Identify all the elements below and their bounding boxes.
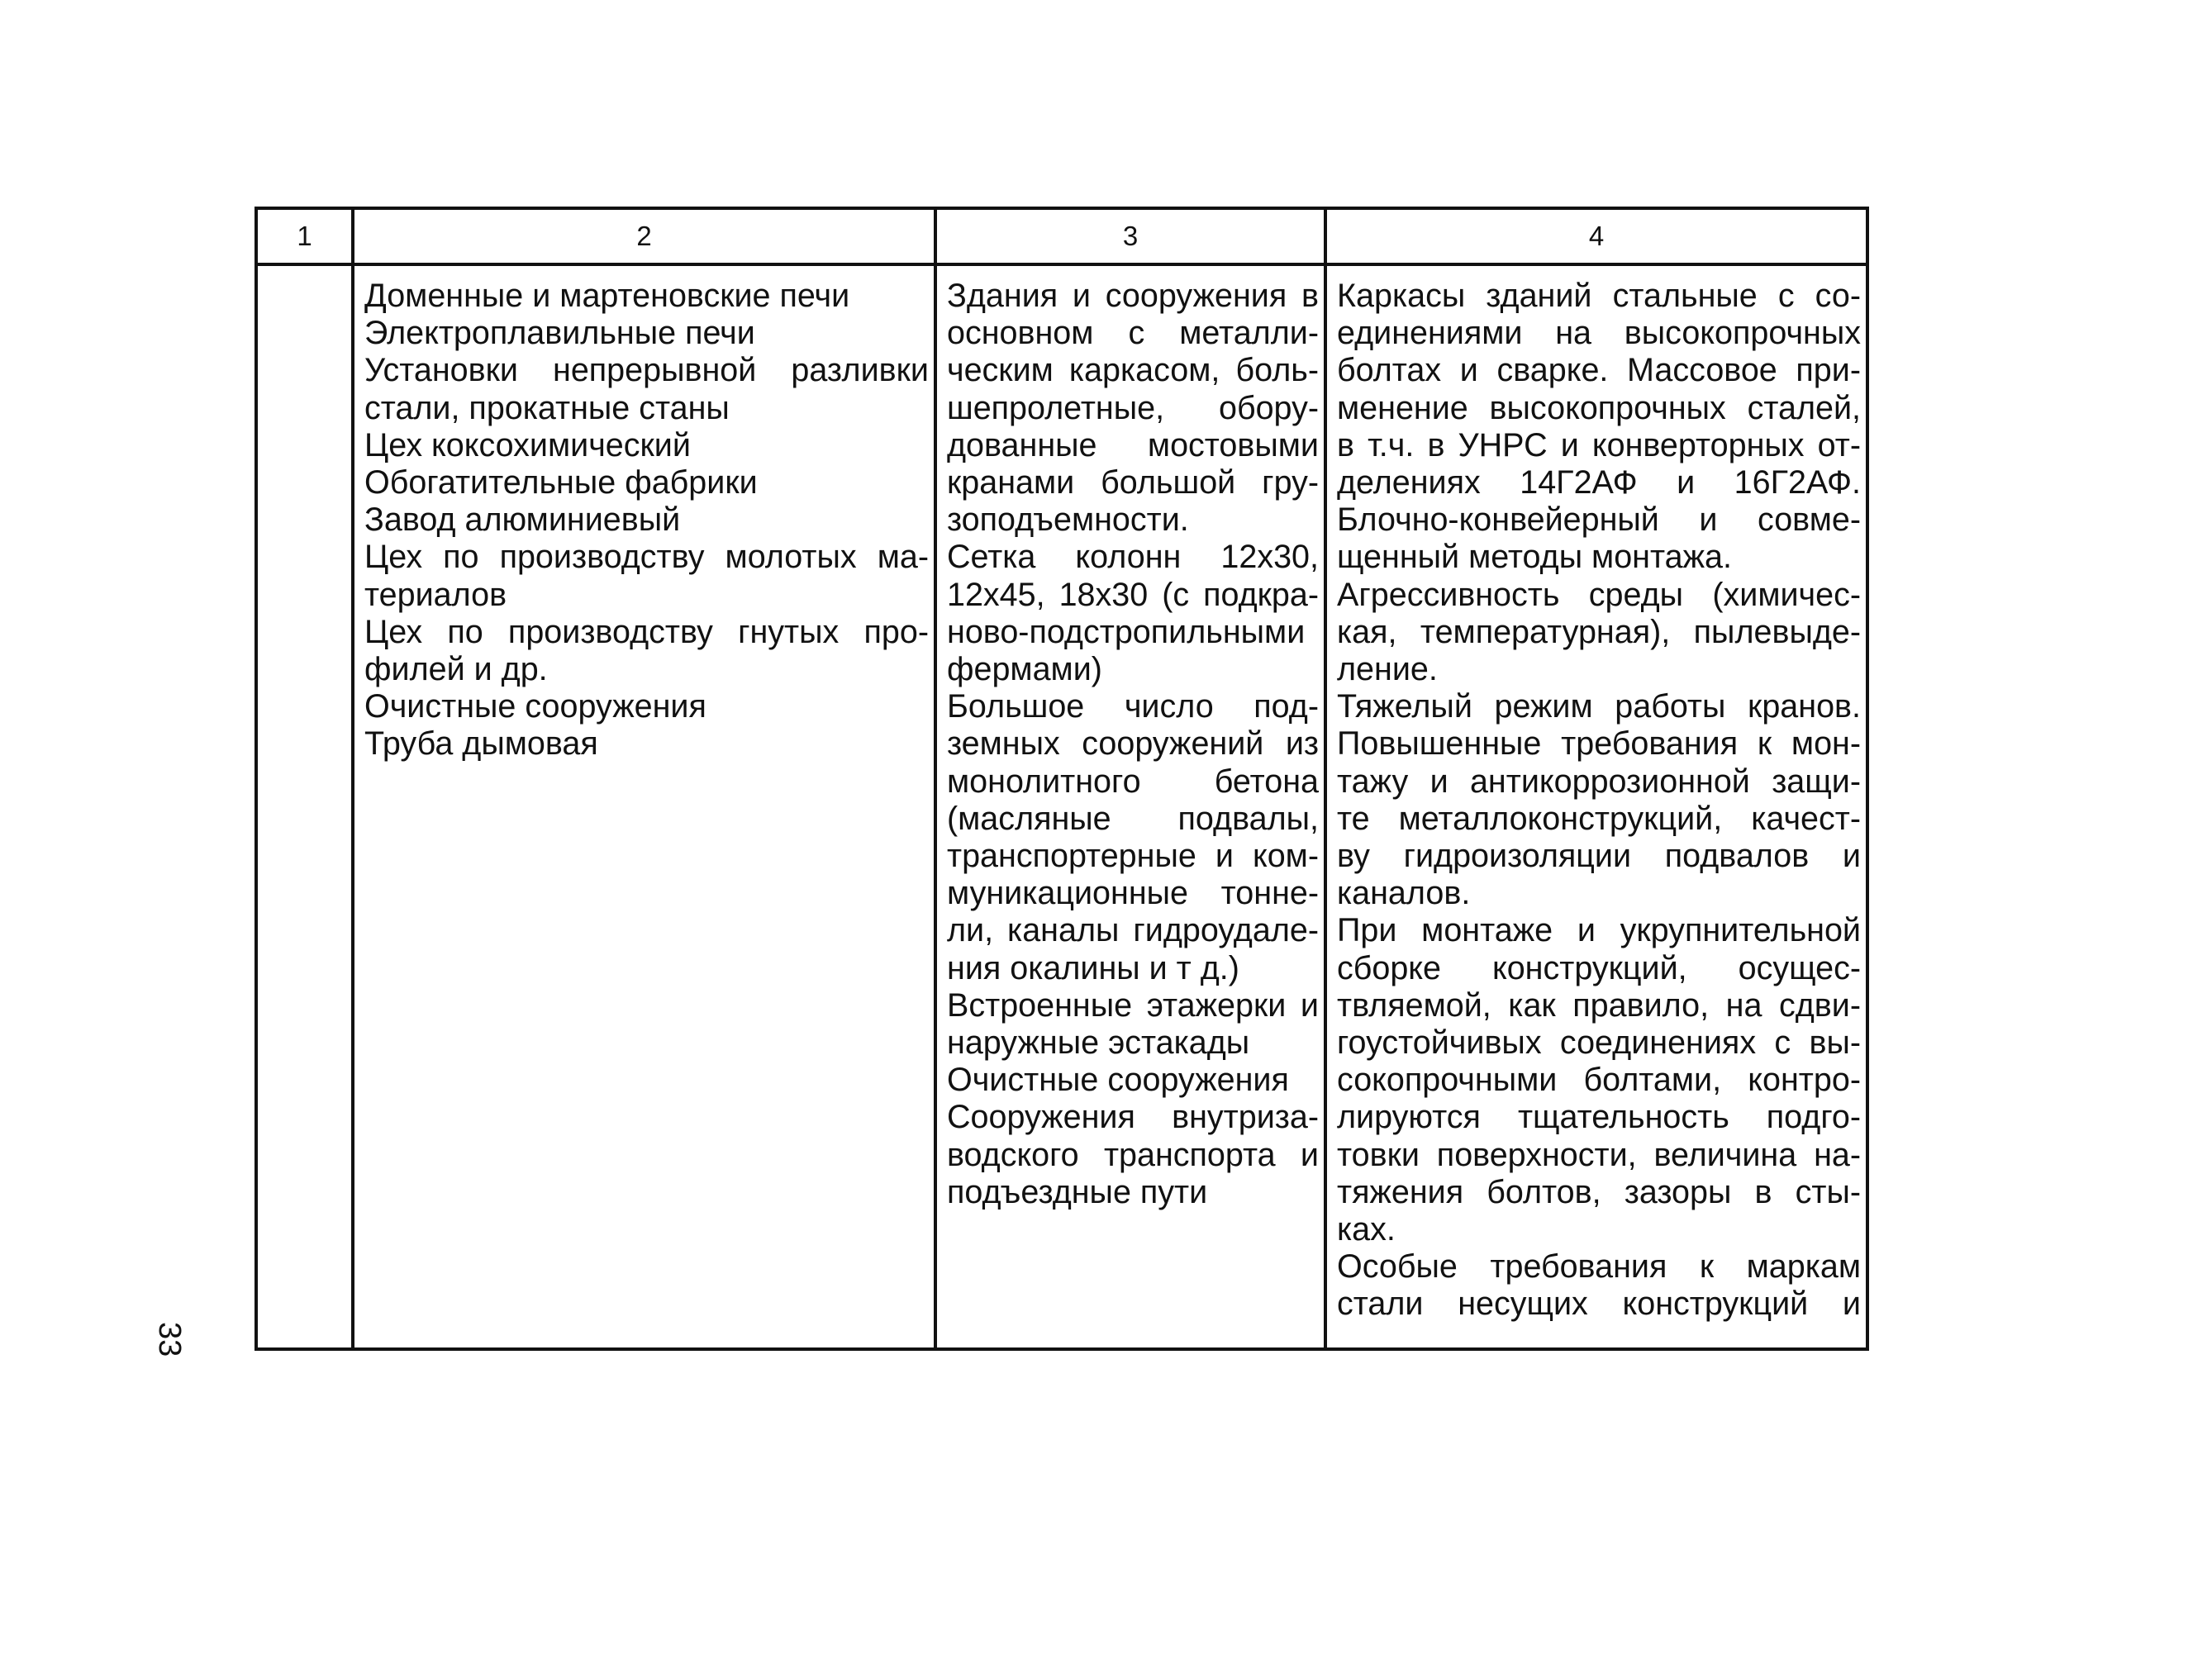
page-number: 33 bbox=[152, 1322, 187, 1357]
requirements-table bbox=[254, 207, 1869, 1351]
text-line: монолитного бетона bbox=[947, 763, 1319, 800]
text-line: 12х45, 18х30 (с подкра- bbox=[947, 576, 1319, 613]
text-line: наружные эстакады bbox=[947, 1024, 1250, 1062]
text-line: твляемой, как правило, на сдви- bbox=[1337, 986, 1861, 1024]
text-line: делениях 14Г2АФ и 16Г2АФ. bbox=[1337, 464, 1861, 501]
text-line: Повышенные требования к мон- bbox=[1337, 725, 1861, 763]
text-line: болтах и сварке. Массовое при- bbox=[1337, 352, 1861, 389]
table-row bbox=[256, 264, 1867, 1349]
text-line: кая, температурная), пылевыде- bbox=[1337, 613, 1861, 650]
cell-col-4-requirements bbox=[1325, 264, 1867, 1349]
text-line: дованные мостовыми bbox=[947, 426, 1319, 463]
cell-col-3-buildings bbox=[935, 264, 1325, 1349]
text-line: каналов. bbox=[1337, 875, 1471, 912]
text-line: Доменные и мартеновские печи bbox=[364, 278, 850, 314]
text-line: Агрессивность среды (химичес- bbox=[1337, 576, 1861, 613]
text-line: щенный методы монтажа. bbox=[1337, 539, 1732, 576]
text-line: сборке конструкций, осущес- bbox=[1337, 949, 1861, 986]
text-line: Установки непрерывной разливки bbox=[364, 352, 929, 389]
cell-col-1 bbox=[256, 264, 353, 1349]
text-line: Обогатительные фабрики bbox=[364, 464, 758, 501]
text-line: (масляные подвалы, bbox=[947, 800, 1319, 837]
text-line: основном с металли- bbox=[947, 315, 1319, 352]
table-header-row bbox=[256, 208, 1867, 264]
text-line: Каркасы зданий стальные с со- bbox=[1337, 278, 1861, 314]
text-line: земных сооружений из bbox=[947, 725, 1319, 763]
text-line: Встроенные этажерки и bbox=[947, 986, 1319, 1024]
text-line: Очистные сооружения bbox=[947, 1062, 1289, 1099]
text-line: водского транспорта и bbox=[947, 1136, 1319, 1173]
text-line: муникационные тонне- bbox=[947, 875, 1319, 912]
text-line: тяжения болтов, зазоры в сты- bbox=[1337, 1173, 1861, 1210]
text-line: Электроплавильные печи bbox=[364, 315, 755, 352]
text-line: подъездные пути bbox=[947, 1173, 1208, 1210]
text-line: Большое число под- bbox=[947, 688, 1319, 725]
text-line: При монтаже и укрупнительной bbox=[1337, 912, 1861, 949]
text-line: лируются тщательность подго- bbox=[1337, 1099, 1861, 1136]
text-line: Блочно-конвейерный и совме- bbox=[1337, 501, 1861, 539]
header-col-1: 1 bbox=[256, 208, 353, 264]
text-line: ческим каркасом, боль- bbox=[947, 352, 1319, 389]
text-line: зоподъемности. bbox=[947, 501, 1189, 539]
text-line: Тяжелый режим работы кранов. bbox=[1337, 688, 1861, 725]
text-line: Цех коксохимический bbox=[364, 426, 691, 463]
text-line: ву гидроизоляции подвалов и bbox=[1337, 838, 1861, 875]
text-line: ках. bbox=[1337, 1211, 1396, 1248]
text-line: Цех по производству молотых ма- bbox=[364, 539, 929, 576]
header-col-3: 3 bbox=[935, 208, 1325, 264]
text-line: кранами большой гру- bbox=[947, 464, 1319, 501]
text-line: гоустойчивых соединениях с вы- bbox=[1337, 1024, 1861, 1062]
text-line: шепролетные, обору- bbox=[947, 389, 1319, 426]
text-line: стали, прокатные станы bbox=[364, 389, 730, 426]
text-line: ление. bbox=[1337, 651, 1438, 688]
text-line: ния окалины и т д.) bbox=[947, 949, 1239, 986]
header-col-2: 2 bbox=[353, 208, 935, 264]
text-line: менение высокопрочных сталей, bbox=[1337, 389, 1861, 426]
text-line: Труба дымовая bbox=[364, 725, 598, 763]
text-line: Очистные сооружения bbox=[364, 688, 706, 725]
text-line: сокопрочными болтами, контро- bbox=[1337, 1062, 1861, 1099]
cell-col-2-objects bbox=[353, 264, 935, 1349]
text-line: Сооружения внутриза- bbox=[947, 1099, 1319, 1136]
text-line: ли, каналы гидроудале- bbox=[947, 912, 1319, 949]
text-line: Цех по производству гнутых про- bbox=[364, 613, 929, 650]
header-col-4: 4 bbox=[1325, 208, 1867, 264]
text-line: Завод алюминиевый bbox=[364, 501, 681, 539]
text-line: фермами) bbox=[947, 651, 1102, 688]
text-line: в т.ч. в УНРС и конверторных от- bbox=[1337, 426, 1861, 463]
text-line: Сетка колонн 12х30, bbox=[947, 539, 1319, 576]
text-line: тажу и антикоррозионной защи- bbox=[1337, 763, 1861, 800]
text-line: териалов bbox=[364, 576, 507, 613]
text-line: Особые требования к маркам bbox=[1337, 1248, 1861, 1286]
text-line: ново-подстропильными bbox=[947, 613, 1306, 650]
text-line: товки поверхности, величина на- bbox=[1337, 1136, 1861, 1173]
text-line: стали несущих конструкций и bbox=[1337, 1286, 1861, 1323]
text-line: единениями на высокопрочных bbox=[1337, 315, 1861, 352]
text-line: те металлоконструкций, качест- bbox=[1337, 800, 1861, 837]
text-line: Здания и сооружения в bbox=[947, 278, 1319, 314]
text-line: транспортерные и ком- bbox=[947, 838, 1319, 875]
text-line: филей и др. bbox=[364, 651, 548, 688]
